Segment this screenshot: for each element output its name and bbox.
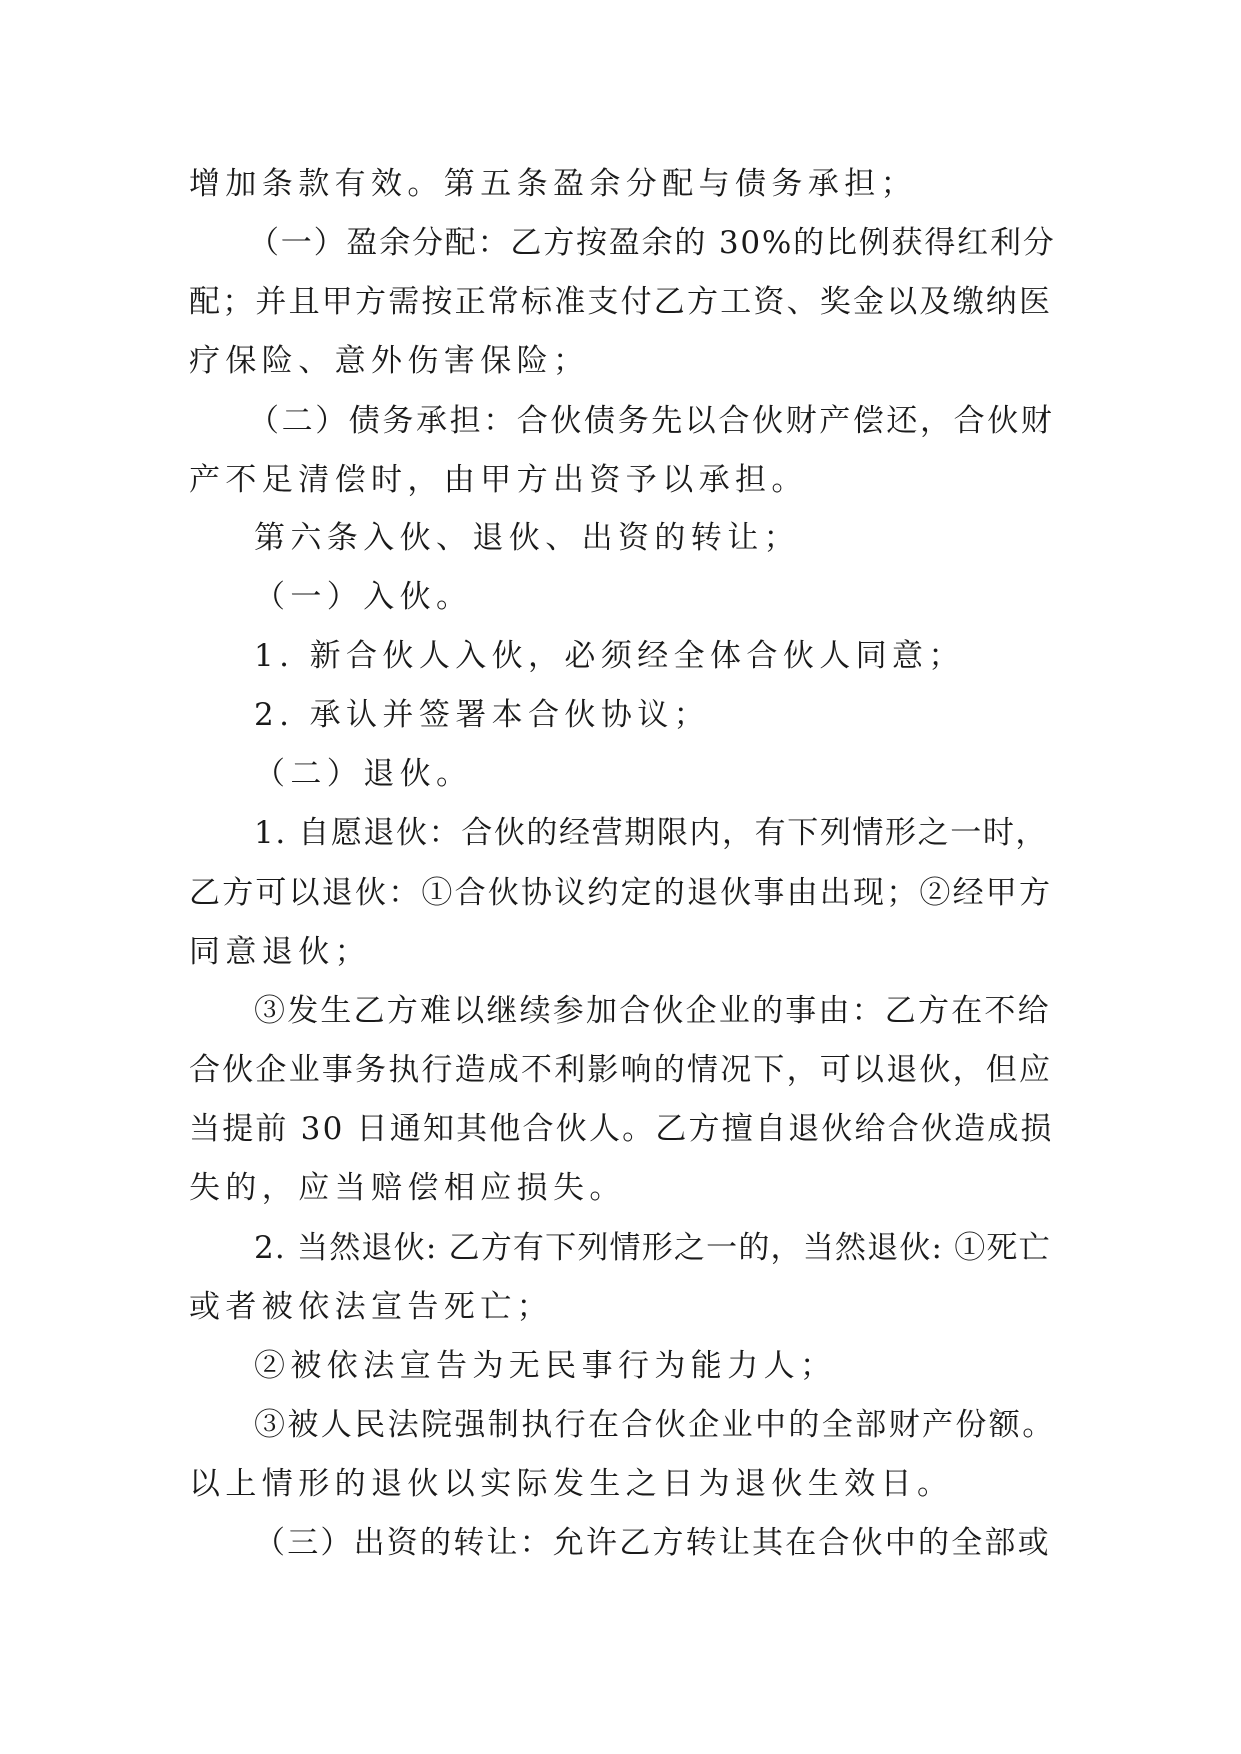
text-line: ③被人民法院强制执行在合伙企业中的全部财产份额。: [254, 1407, 1056, 1443]
text-line: 合伙企业事务执行造成不利影响的情况下，可以退伙，但应: [189, 1052, 1053, 1088]
text-line: 1. 自愿退伙：合伙的经营期限内，有下列情形之一时，: [254, 815, 1049, 851]
text-line: 乙方可以退伙：①合伙协议约定的退伙事由出现；②经甲方: [189, 875, 1053, 911]
text-line: 第六条入伙、退伙、出资的转让；: [254, 520, 800, 556]
text-line: （一）入伙。: [254, 579, 473, 615]
text-line: 失的，应当赔偿相应损失。: [189, 1170, 626, 1206]
text-line: 以上情形的退伙以实际发生之日为退伙生效日。: [189, 1466, 954, 1502]
text-line: 或者被依法宣告死亡；: [189, 1289, 553, 1325]
text-line: （二）债务承担：合伙债务先以合伙财产偿还，合伙财: [248, 403, 1055, 439]
text-line: 疗保险、意外伤害保险；: [189, 343, 590, 379]
text-line: ③发生乙方难以继续参加合伙企业的事由：乙方在不给: [254, 993, 1051, 1029]
text-line: 配；并且甲方需按正常标准支付乙方工资、奖金以及缴纳医: [189, 284, 1053, 320]
text-line: （一）盈余分配：乙方按盈余的 30%的比例获得红利分: [248, 225, 1056, 261]
text-line: 增加条款有效。第五条盈余分配与债务承担；: [189, 166, 917, 202]
text-line: （二）退伙。: [254, 756, 473, 792]
text-line: （三）出资的转让：允许乙方转让其在合伙中的全部或: [254, 1525, 1051, 1561]
text-line: ②被依法宣告为无民事行为能力人；: [254, 1348, 837, 1384]
text-line: 产不足清偿时，由甲方出资予以承担。: [189, 462, 808, 498]
text-line: 1. 新合伙人入伙，必须经全体合伙人同意；: [254, 638, 965, 674]
text-line: 2. 当然退伙: 乙方有下列情形之一的，当然退伙: ①死亡: [254, 1230, 1051, 1266]
text-line: 当提前 30 日通知其他合伙人。乙方擅自退伙给合伙造成损: [189, 1111, 1054, 1147]
text-line: 同意退伙；: [189, 934, 371, 970]
text-line: 2. 承认并签署本合伙协议；: [254, 697, 711, 733]
